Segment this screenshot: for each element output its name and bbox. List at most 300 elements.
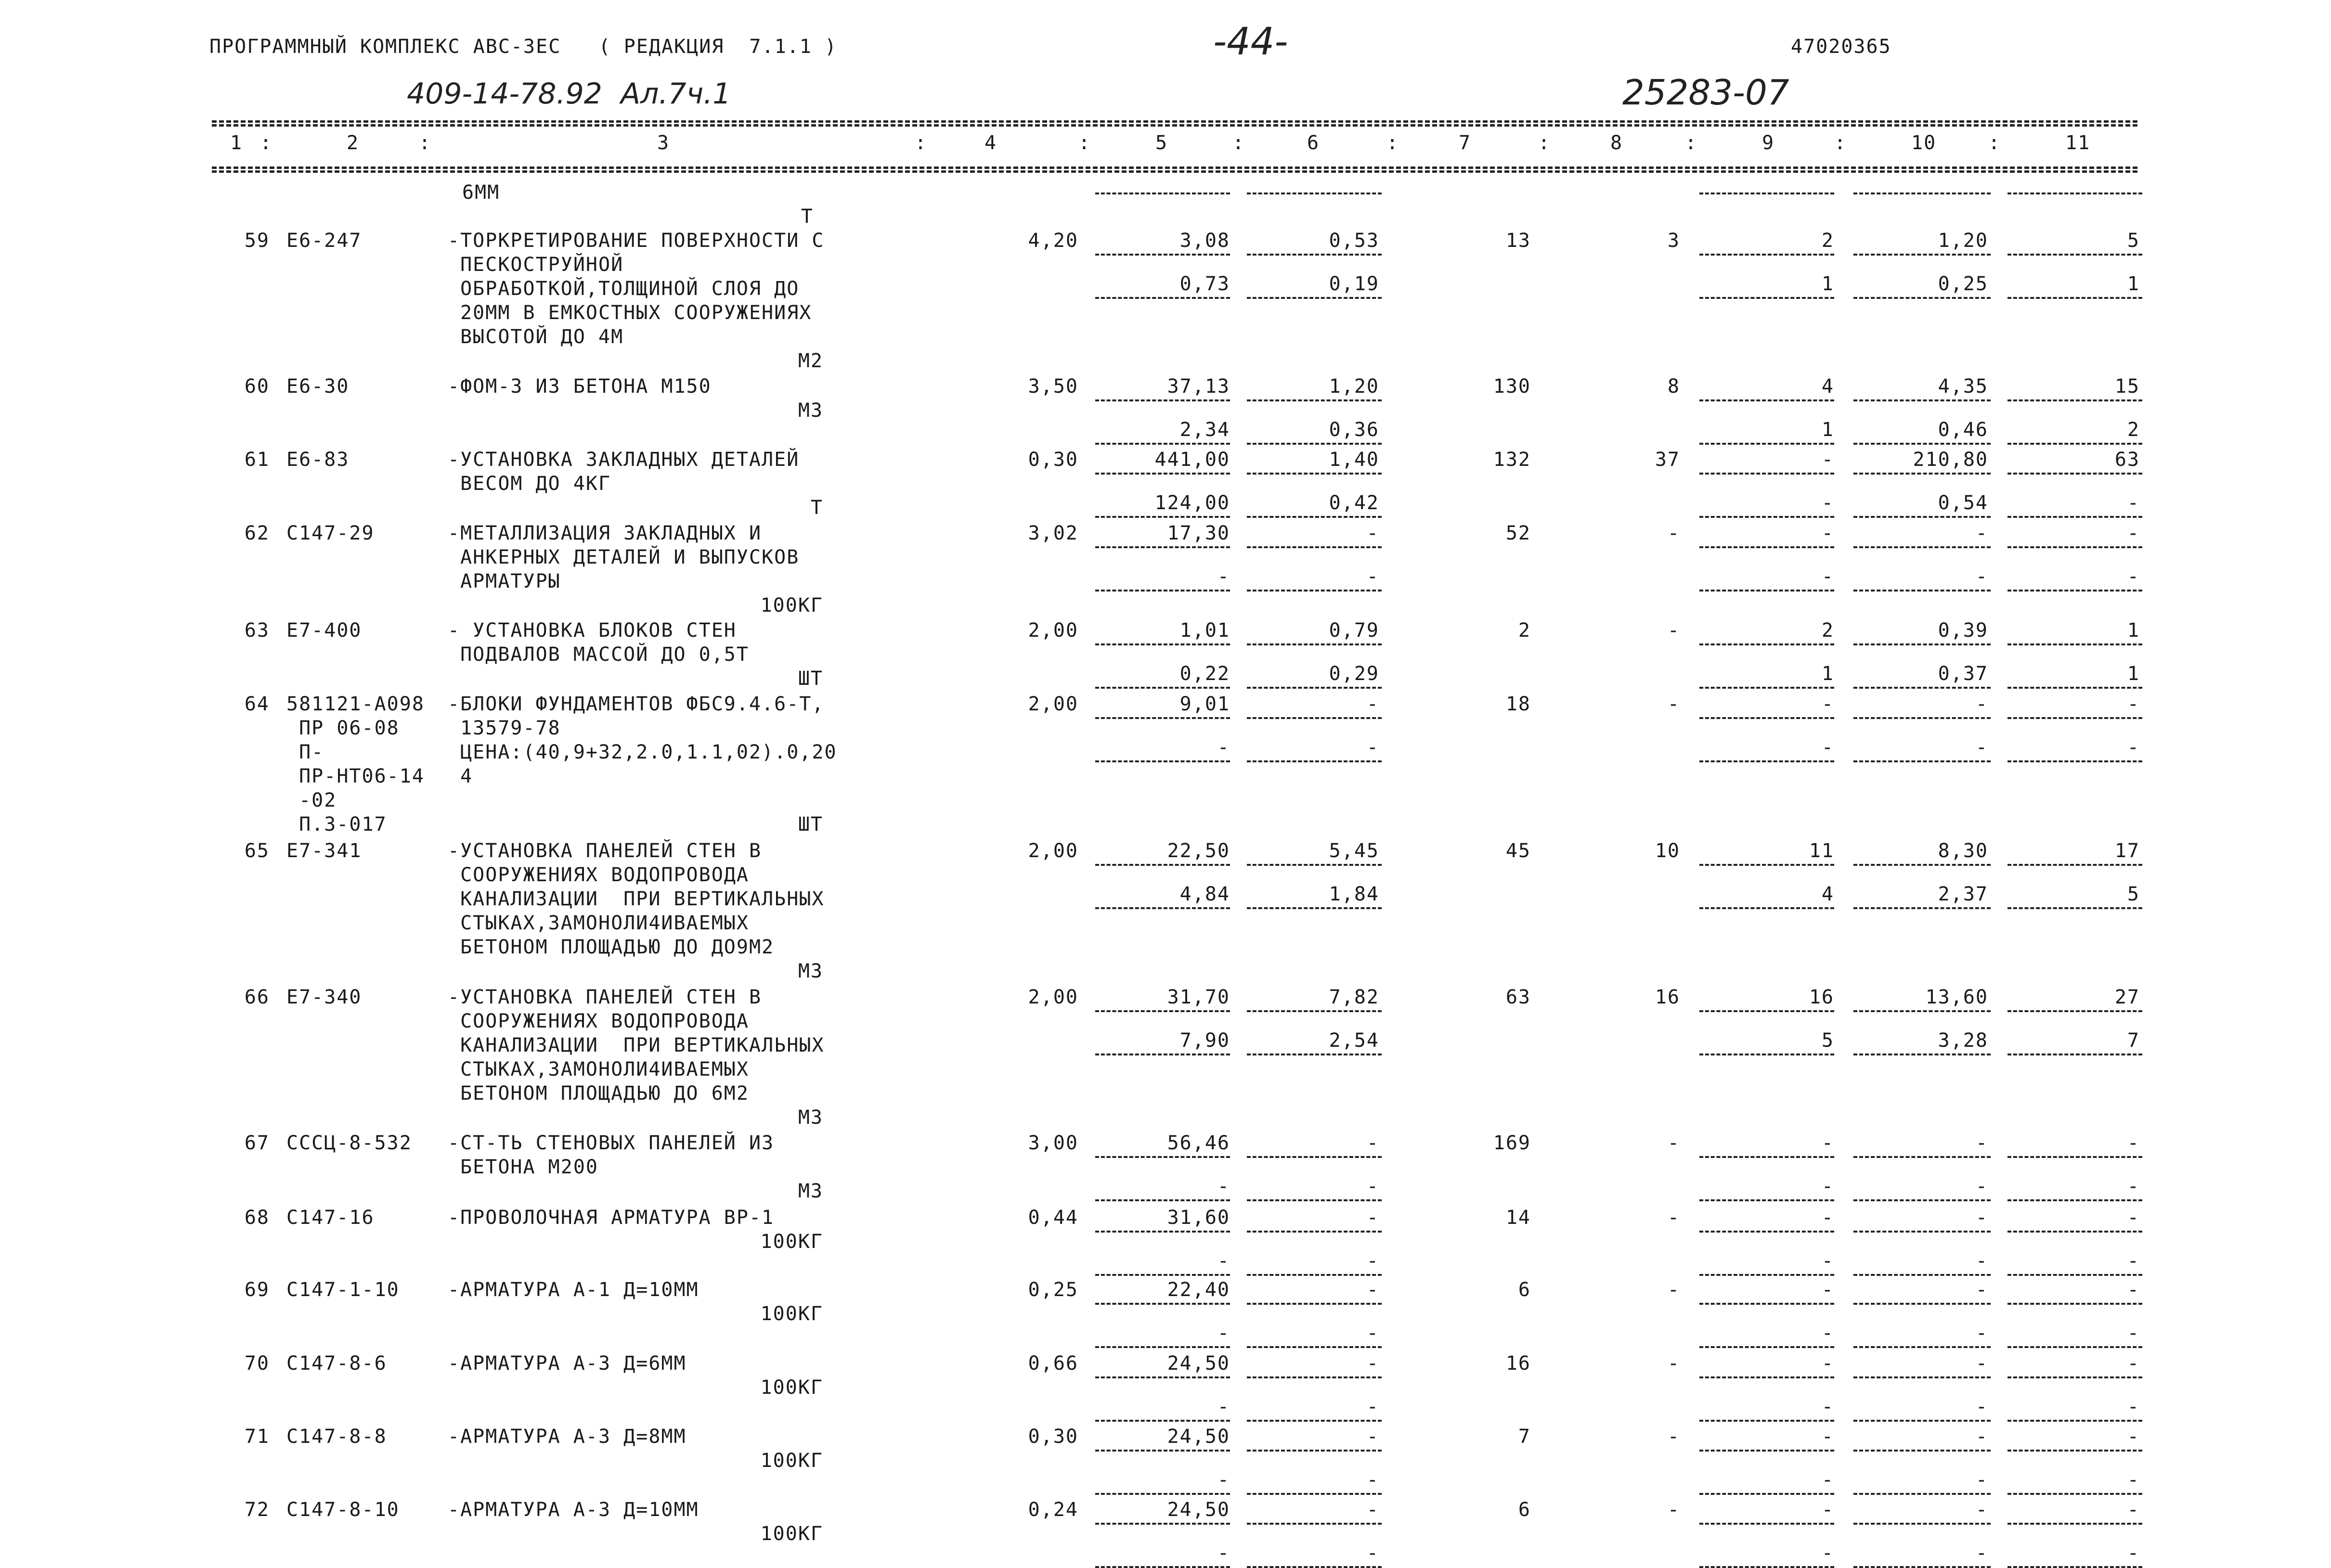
value-c8: 16 — [1655, 986, 1680, 1008]
value-c6b: - — [1366, 1250, 1379, 1272]
value-rule — [1853, 1199, 1991, 1201]
value-rule — [2007, 687, 2142, 689]
value-c11: 15 — [2114, 375, 2140, 398]
price-code: С147-8-10 — [286, 1499, 400, 1521]
work-description: -УСТАНОВКА ЗАКЛАДНЫХ ДЕТАЛЕЙ — [448, 449, 800, 471]
work-description: БЕТОНА М200 — [448, 1156, 598, 1178]
value-rule — [1095, 1450, 1230, 1452]
value-c11b: - — [2127, 1250, 2140, 1272]
value-c6b: - — [1366, 1469, 1379, 1491]
column-separator: : — [1834, 132, 1847, 154]
value-rule — [1247, 1523, 1382, 1525]
value-c9: 2 — [1821, 619, 1834, 642]
value-c9: - — [1821, 449, 1834, 471]
value-c9b: 5 — [1821, 1029, 1834, 1052]
value-c10b: - — [1975, 1396, 1988, 1418]
value-c7: 45 — [1505, 840, 1531, 862]
value-rule — [1699, 760, 1834, 762]
value-c7: 6 — [1518, 1499, 1531, 1521]
value-rule — [1699, 1010, 1834, 1012]
price-code: Е6-30 — [286, 375, 350, 398]
value-c6: - — [1366, 1352, 1379, 1375]
value-c11: 27 — [2114, 986, 2140, 1008]
sub-rule — [1699, 193, 1834, 194]
value-c11: - — [2127, 1132, 2140, 1154]
value-c11: - — [2127, 1499, 2140, 1521]
value-c10b: - — [1975, 1542, 1988, 1564]
value-c6: 1,20 — [1329, 375, 1379, 398]
value-c10b: - — [1975, 566, 1988, 588]
value-c7: 14 — [1505, 1207, 1531, 1229]
value-c6b: 1,84 — [1329, 883, 1379, 905]
unit-label: 100КГ — [760, 1303, 823, 1325]
column-separator: : — [1685, 132, 1698, 154]
row-number: 69 — [244, 1279, 270, 1301]
value-c5b: - — [1217, 1250, 1230, 1272]
work-description: ВЫСОТОЙ ДО 4М — [448, 326, 624, 348]
work-description: ОБРАБОТКОЙ,ТОЛЩИНОЙ СЛОЯ ДО — [448, 278, 800, 300]
value-rule — [2007, 1420, 2142, 1422]
value-c9b: 1 — [1821, 273, 1834, 295]
value-c5b: - — [1217, 1542, 1230, 1564]
value-c4: 0,25 — [1028, 1279, 1078, 1301]
value-c6: - — [1366, 1279, 1379, 1301]
value-rule — [1853, 717, 1991, 719]
value-rule — [2007, 399, 2142, 401]
value-c9b: - — [1821, 1542, 1834, 1564]
continued-description: 6ММ — [462, 181, 500, 204]
value-rule — [2007, 907, 2142, 909]
column-separator: : — [1386, 132, 1399, 154]
value-c9: - — [1821, 1499, 1834, 1521]
top-rule — [212, 120, 2137, 123]
value-rule — [1095, 443, 1230, 445]
value-rule — [1853, 687, 1991, 689]
value-c9: 4 — [1821, 375, 1834, 398]
value-c5: 31,70 — [1167, 986, 1230, 1008]
value-c5: 24,50 — [1167, 1499, 1230, 1521]
value-c6b: - — [1366, 1542, 1379, 1564]
program-header: ПРОГРАММНЫЙ КОМПЛЕКС АВС-3ЕС ( РЕДАКЦИЯ 7.1.1 ) — [209, 36, 838, 58]
value-c10b: - — [1975, 736, 1988, 758]
value-rule — [1247, 717, 1382, 719]
work-description: СТЫКАХ,ЗАМОНОЛИ4ИВАЕМЫХ — [448, 912, 749, 934]
value-c10: - — [1975, 1132, 1988, 1154]
value-rule — [1699, 907, 1834, 909]
unit-label: ШТ — [798, 668, 823, 690]
unit-label: Т — [801, 206, 814, 228]
value-c6b: - — [1366, 1322, 1379, 1344]
value-c9: - — [1821, 1207, 1834, 1229]
value-c5b: - — [1217, 736, 1230, 758]
value-rule — [1699, 590, 1834, 591]
value-c4: 2,00 — [1028, 840, 1078, 862]
row-number: 63 — [244, 619, 270, 642]
column-header-6: 6 — [1307, 132, 1320, 154]
value-c10: - — [1975, 522, 1988, 544]
work-description: БЕТОНОМ ПЛОЩАДЬЮ ДО 6М2 — [448, 1082, 749, 1105]
work-description: ПОДВАЛОВ МАССОЙ ДО 0,5Т — [448, 643, 749, 666]
value-c6: 7,82 — [1329, 986, 1379, 1008]
column-header-2: 2 — [347, 132, 360, 154]
value-c6: 0,79 — [1329, 619, 1379, 642]
work-description: -БЛОКИ ФУНДАМЕНТОВ ФБС9.4.6-Т, — [448, 693, 825, 715]
header-bottom-rule-2 — [212, 170, 2137, 173]
price-code: ПР-НТ06-14 — [286, 765, 425, 787]
value-rule — [2007, 1450, 2142, 1452]
work-description: ВЕСОМ ДО 4КГ — [448, 473, 611, 495]
value-c5b: - — [1217, 1396, 1230, 1418]
value-c11b: 1 — [2127, 273, 2140, 295]
value-rule — [1853, 546, 1991, 548]
value-rule — [1095, 1376, 1230, 1378]
value-c9: - — [1821, 1426, 1834, 1448]
value-c8: - — [1667, 1499, 1680, 1521]
value-rule — [1699, 1303, 1834, 1305]
value-rule — [2007, 643, 2142, 645]
value-c6: - — [1366, 1499, 1379, 1521]
value-c7: 169 — [1493, 1132, 1531, 1154]
work-description: АНКЕРНЫХ ДЕТАЛЕЙ И ВЫПУСКОВ — [448, 546, 800, 568]
value-c6b: - — [1366, 736, 1379, 758]
value-c10: 1,20 — [1938, 230, 1988, 252]
value-rule — [1095, 473, 1230, 475]
value-rule — [1095, 1346, 1230, 1348]
value-rule — [1095, 590, 1230, 591]
value-c9b: - — [1821, 1322, 1834, 1344]
value-c5b: 0,22 — [1179, 663, 1230, 685]
value-c5b: 4,84 — [1179, 883, 1230, 905]
value-rule — [1095, 1303, 1230, 1305]
value-c5: 441,00 — [1154, 449, 1230, 471]
value-rule — [2007, 1376, 2142, 1378]
column-separator: : — [260, 132, 273, 154]
column-header-7: 7 — [1459, 132, 1472, 154]
value-c8: - — [1667, 1426, 1680, 1448]
unit-label: 100КГ — [760, 1376, 823, 1399]
work-description: ЦЕНА:(40,9+32,2.0,1.1,02).0,20 — [448, 741, 837, 763]
value-rule — [2007, 864, 2142, 866]
value-c10b: 2,37 — [1938, 883, 1988, 905]
value-rule — [1853, 907, 1991, 909]
price-code: 581121-А098 — [286, 693, 425, 715]
price-code: П- — [286, 741, 324, 763]
value-rule — [1247, 687, 1382, 689]
handwritten-reference-right: 25283-07 — [1622, 72, 1789, 113]
value-rule — [2007, 1493, 2142, 1495]
unit-label: М3 — [798, 1180, 823, 1202]
value-c8: - — [1667, 693, 1680, 715]
value-c6: - — [1366, 1132, 1379, 1154]
value-rule — [2007, 254, 2142, 256]
value-c7: 18 — [1505, 693, 1531, 715]
value-c11b: 1 — [2127, 663, 2140, 685]
value-c9: 11 — [1809, 840, 1834, 862]
value-c7: 132 — [1493, 449, 1531, 471]
value-c5: 37,13 — [1167, 375, 1230, 398]
value-c11: - — [2127, 522, 2140, 544]
value-c10b: - — [1975, 1469, 1988, 1491]
value-rule — [1095, 1566, 1230, 1568]
value-c7: 52 — [1505, 522, 1531, 544]
value-c7: 130 — [1493, 375, 1531, 398]
value-rule — [1699, 1054, 1834, 1055]
value-c9: 2 — [1821, 230, 1834, 252]
value-c11b: 7 — [2127, 1029, 2140, 1052]
sub-rule — [1853, 193, 1991, 194]
value-c8: - — [1667, 1207, 1680, 1229]
value-c10: 4,35 — [1938, 375, 1988, 398]
work-description: АРМАТУРЫ — [448, 570, 561, 592]
value-rule — [1699, 1346, 1834, 1348]
row-number: 66 — [244, 986, 270, 1008]
value-c5b: 7,90 — [1179, 1029, 1230, 1052]
value-c8: 3 — [1667, 230, 1680, 252]
value-rule — [2007, 1054, 2142, 1055]
row-number: 67 — [244, 1132, 270, 1154]
value-rule — [1247, 516, 1382, 518]
price-code: С147-8-8 — [286, 1426, 387, 1448]
value-rule — [1699, 399, 1834, 401]
value-rule — [1247, 443, 1382, 445]
value-c8: 10 — [1655, 840, 1680, 862]
value-c11b: - — [2127, 1469, 2140, 1491]
value-rule — [1247, 1376, 1382, 1378]
row-number: 62 — [244, 522, 270, 544]
value-rule — [2007, 760, 2142, 762]
value-c4: 0,30 — [1028, 1426, 1078, 1448]
value-rule — [1095, 516, 1230, 518]
value-c8: - — [1667, 1132, 1680, 1154]
value-c9b: - — [1821, 1250, 1834, 1272]
value-c10: 0,39 — [1938, 619, 1988, 642]
value-c8: 8 — [1667, 375, 1680, 398]
document-code: 47020365 — [1791, 36, 1891, 58]
price-code: Е7-340 — [286, 986, 362, 1008]
sub-rule — [1095, 193, 1230, 194]
work-description: -УСТАНОВКА ПАНЕЛЕЙ СТЕН В — [448, 986, 762, 1008]
value-c4: 4,20 — [1028, 230, 1078, 252]
value-c10b: - — [1975, 1250, 1988, 1272]
value-rule — [1247, 1010, 1382, 1012]
value-c11: - — [2127, 1426, 2140, 1448]
value-rule — [2007, 1523, 2142, 1525]
column-separator: : — [1232, 132, 1245, 154]
value-c4: 0,66 — [1028, 1352, 1078, 1375]
value-rule — [2007, 1566, 2142, 1568]
value-rule — [1699, 864, 1834, 866]
value-c5b: 124,00 — [1154, 492, 1230, 514]
value-rule — [1699, 717, 1834, 719]
value-c4: 3,00 — [1028, 1132, 1078, 1154]
value-c5: 31,60 — [1167, 1207, 1230, 1229]
value-rule — [1247, 760, 1382, 762]
value-c10b: 3,28 — [1938, 1029, 1988, 1052]
value-rule — [1853, 1054, 1991, 1055]
value-c5: 3,08 — [1179, 230, 1230, 252]
value-rule — [1247, 1274, 1382, 1276]
price-code: Е6-83 — [286, 449, 350, 471]
value-c6b: - — [1366, 1396, 1379, 1418]
column-header-9: 9 — [1762, 132, 1775, 154]
price-code: СССЦ-8-532 — [286, 1132, 412, 1154]
value-c11b: 2 — [2127, 419, 2140, 441]
value-rule — [2007, 1010, 2142, 1012]
column-header-4: 4 — [984, 132, 997, 154]
value-rule — [2007, 297, 2142, 299]
value-rule — [2007, 590, 2142, 591]
value-rule — [1247, 254, 1382, 256]
value-rule — [1853, 443, 1991, 445]
work-description: СТЫКАХ,ЗАМОНОЛИ4ИВАЕМЫХ — [448, 1058, 749, 1080]
value-c9: - — [1821, 1132, 1834, 1154]
value-rule — [1095, 1274, 1230, 1276]
work-description: -ФОМ-3 ИЗ БЕТОНА М150 — [448, 375, 712, 398]
value-c8: - — [1667, 619, 1680, 642]
work-description: -МЕТАЛЛИЗАЦИЯ ЗАКЛАДНЫХ И — [448, 522, 762, 544]
value-c9b: - — [1821, 736, 1834, 758]
value-rule — [1853, 1493, 1991, 1495]
value-c5: 17,30 — [1167, 522, 1230, 544]
value-c11: 1 — [2127, 619, 2140, 642]
value-c4: 0,30 — [1028, 449, 1078, 471]
unit-label: М3 — [798, 960, 823, 982]
sub-rule — [1247, 193, 1382, 194]
value-rule — [1247, 297, 1382, 299]
value-c9: - — [1821, 1279, 1834, 1301]
value-rule — [1095, 907, 1230, 909]
unit-label: 100КГ — [760, 1450, 823, 1472]
work-description: -СТ-ТЬ СТЕНОВЫХ ПАНЕЛЕЙ ИЗ — [448, 1132, 775, 1154]
column-separator: : — [419, 132, 432, 154]
unit-label: 100КГ — [760, 1523, 823, 1545]
unit-label: М3 — [798, 1106, 823, 1129]
unit-label: М2 — [798, 350, 823, 372]
value-c9b: - — [1821, 1175, 1834, 1197]
header-bottom-rule — [212, 167, 2137, 169]
unit-label: 100КГ — [760, 594, 823, 617]
value-c6: - — [1366, 522, 1379, 544]
value-c11: - — [2127, 693, 2140, 715]
price-code: С147-16 — [286, 1207, 375, 1229]
value-c6b: - — [1366, 1175, 1379, 1197]
value-rule — [1853, 399, 1991, 401]
sub-rule — [2007, 193, 2142, 194]
value-rule — [1095, 297, 1230, 299]
price-code: С147-29 — [286, 522, 375, 544]
value-c6b: 0,29 — [1329, 663, 1379, 685]
value-c9b: 1 — [1821, 663, 1834, 685]
value-rule — [2007, 1274, 2142, 1276]
value-c9b: - — [1821, 1469, 1834, 1491]
value-c11: 63 — [2114, 449, 2140, 471]
value-rule — [1247, 1054, 1382, 1055]
value-c11: - — [2127, 1207, 2140, 1229]
value-rule — [1095, 1231, 1230, 1233]
price-code: С147-1-10 — [286, 1279, 400, 1301]
value-c10: - — [1975, 1279, 1988, 1301]
value-c5b: - — [1217, 1322, 1230, 1344]
value-rule — [1699, 297, 1834, 299]
value-rule — [1095, 1199, 1230, 1201]
value-rule — [1247, 590, 1382, 591]
value-rule — [1699, 473, 1834, 475]
value-rule — [1853, 1566, 1991, 1568]
value-rule — [1095, 254, 1230, 256]
value-c6b: 0,19 — [1329, 273, 1379, 295]
price-code: С147-8-6 — [286, 1352, 387, 1375]
value-c5: 56,46 — [1167, 1132, 1230, 1154]
value-c9: - — [1821, 522, 1834, 544]
value-rule — [2007, 1303, 2142, 1305]
value-rule — [1853, 1274, 1991, 1276]
value-rule — [1699, 1274, 1834, 1276]
value-c5b: 0,73 — [1179, 273, 1230, 295]
value-rule — [1853, 864, 1991, 866]
value-c6: - — [1366, 693, 1379, 715]
value-rule — [1853, 760, 1991, 762]
value-c9b: - — [1821, 566, 1834, 588]
value-c4: 3,02 — [1028, 522, 1078, 544]
value-rule — [1853, 516, 1991, 518]
value-c6: - — [1366, 1207, 1379, 1229]
work-description: -ПРОВОЛОЧНАЯ АРМАТУРА ВР-1 — [448, 1207, 775, 1229]
value-rule — [1699, 443, 1834, 445]
work-description: 4 — [448, 765, 473, 787]
price-code: Е6-247 — [286, 230, 362, 252]
row-number: 59 — [244, 230, 270, 252]
row-number: 71 — [244, 1426, 270, 1448]
value-rule — [1853, 1303, 1991, 1305]
value-rule — [1247, 1493, 1382, 1495]
value-c10: 8,30 — [1938, 840, 1988, 862]
value-rule — [2007, 546, 2142, 548]
value-c4: 2,00 — [1028, 986, 1078, 1008]
value-rule — [1699, 687, 1834, 689]
value-c11: 17 — [2114, 840, 2140, 862]
value-c5: 1,01 — [1179, 619, 1230, 642]
value-rule — [1699, 1523, 1834, 1525]
value-rule — [2007, 717, 2142, 719]
value-c11b: - — [2127, 736, 2140, 758]
value-c6: - — [1366, 1426, 1379, 1448]
top-rule-2 — [212, 124, 2137, 127]
value-rule — [1095, 864, 1230, 866]
value-rule — [1247, 1231, 1382, 1233]
value-c5b: 2,34 — [1179, 419, 1230, 441]
value-c9b: 1 — [1821, 419, 1834, 441]
value-c11: - — [2127, 1279, 2140, 1301]
unit-label: Т — [810, 497, 823, 519]
value-c6: 5,45 — [1329, 840, 1379, 862]
value-c8: - — [1667, 1352, 1680, 1375]
value-c10b: 0,37 — [1938, 663, 1988, 685]
work-description: БЕТОНОМ ПЛОЩАДЬЮ ДО ДО9М2 — [448, 936, 775, 958]
value-c4: 0,44 — [1028, 1207, 1078, 1229]
value-c7: 2 — [1518, 619, 1531, 642]
value-rule — [1247, 473, 1382, 475]
value-rule — [1095, 687, 1230, 689]
value-c8: - — [1667, 1279, 1680, 1301]
value-c6b: 0,36 — [1329, 419, 1379, 441]
value-rule — [1853, 297, 1991, 299]
value-c7: 63 — [1505, 986, 1531, 1008]
value-c10b: 0,46 — [1938, 419, 1988, 441]
column-header-1: 1 — [230, 132, 243, 154]
value-rule — [2007, 1199, 2142, 1201]
value-c9: - — [1821, 693, 1834, 715]
value-rule — [1699, 1493, 1834, 1495]
